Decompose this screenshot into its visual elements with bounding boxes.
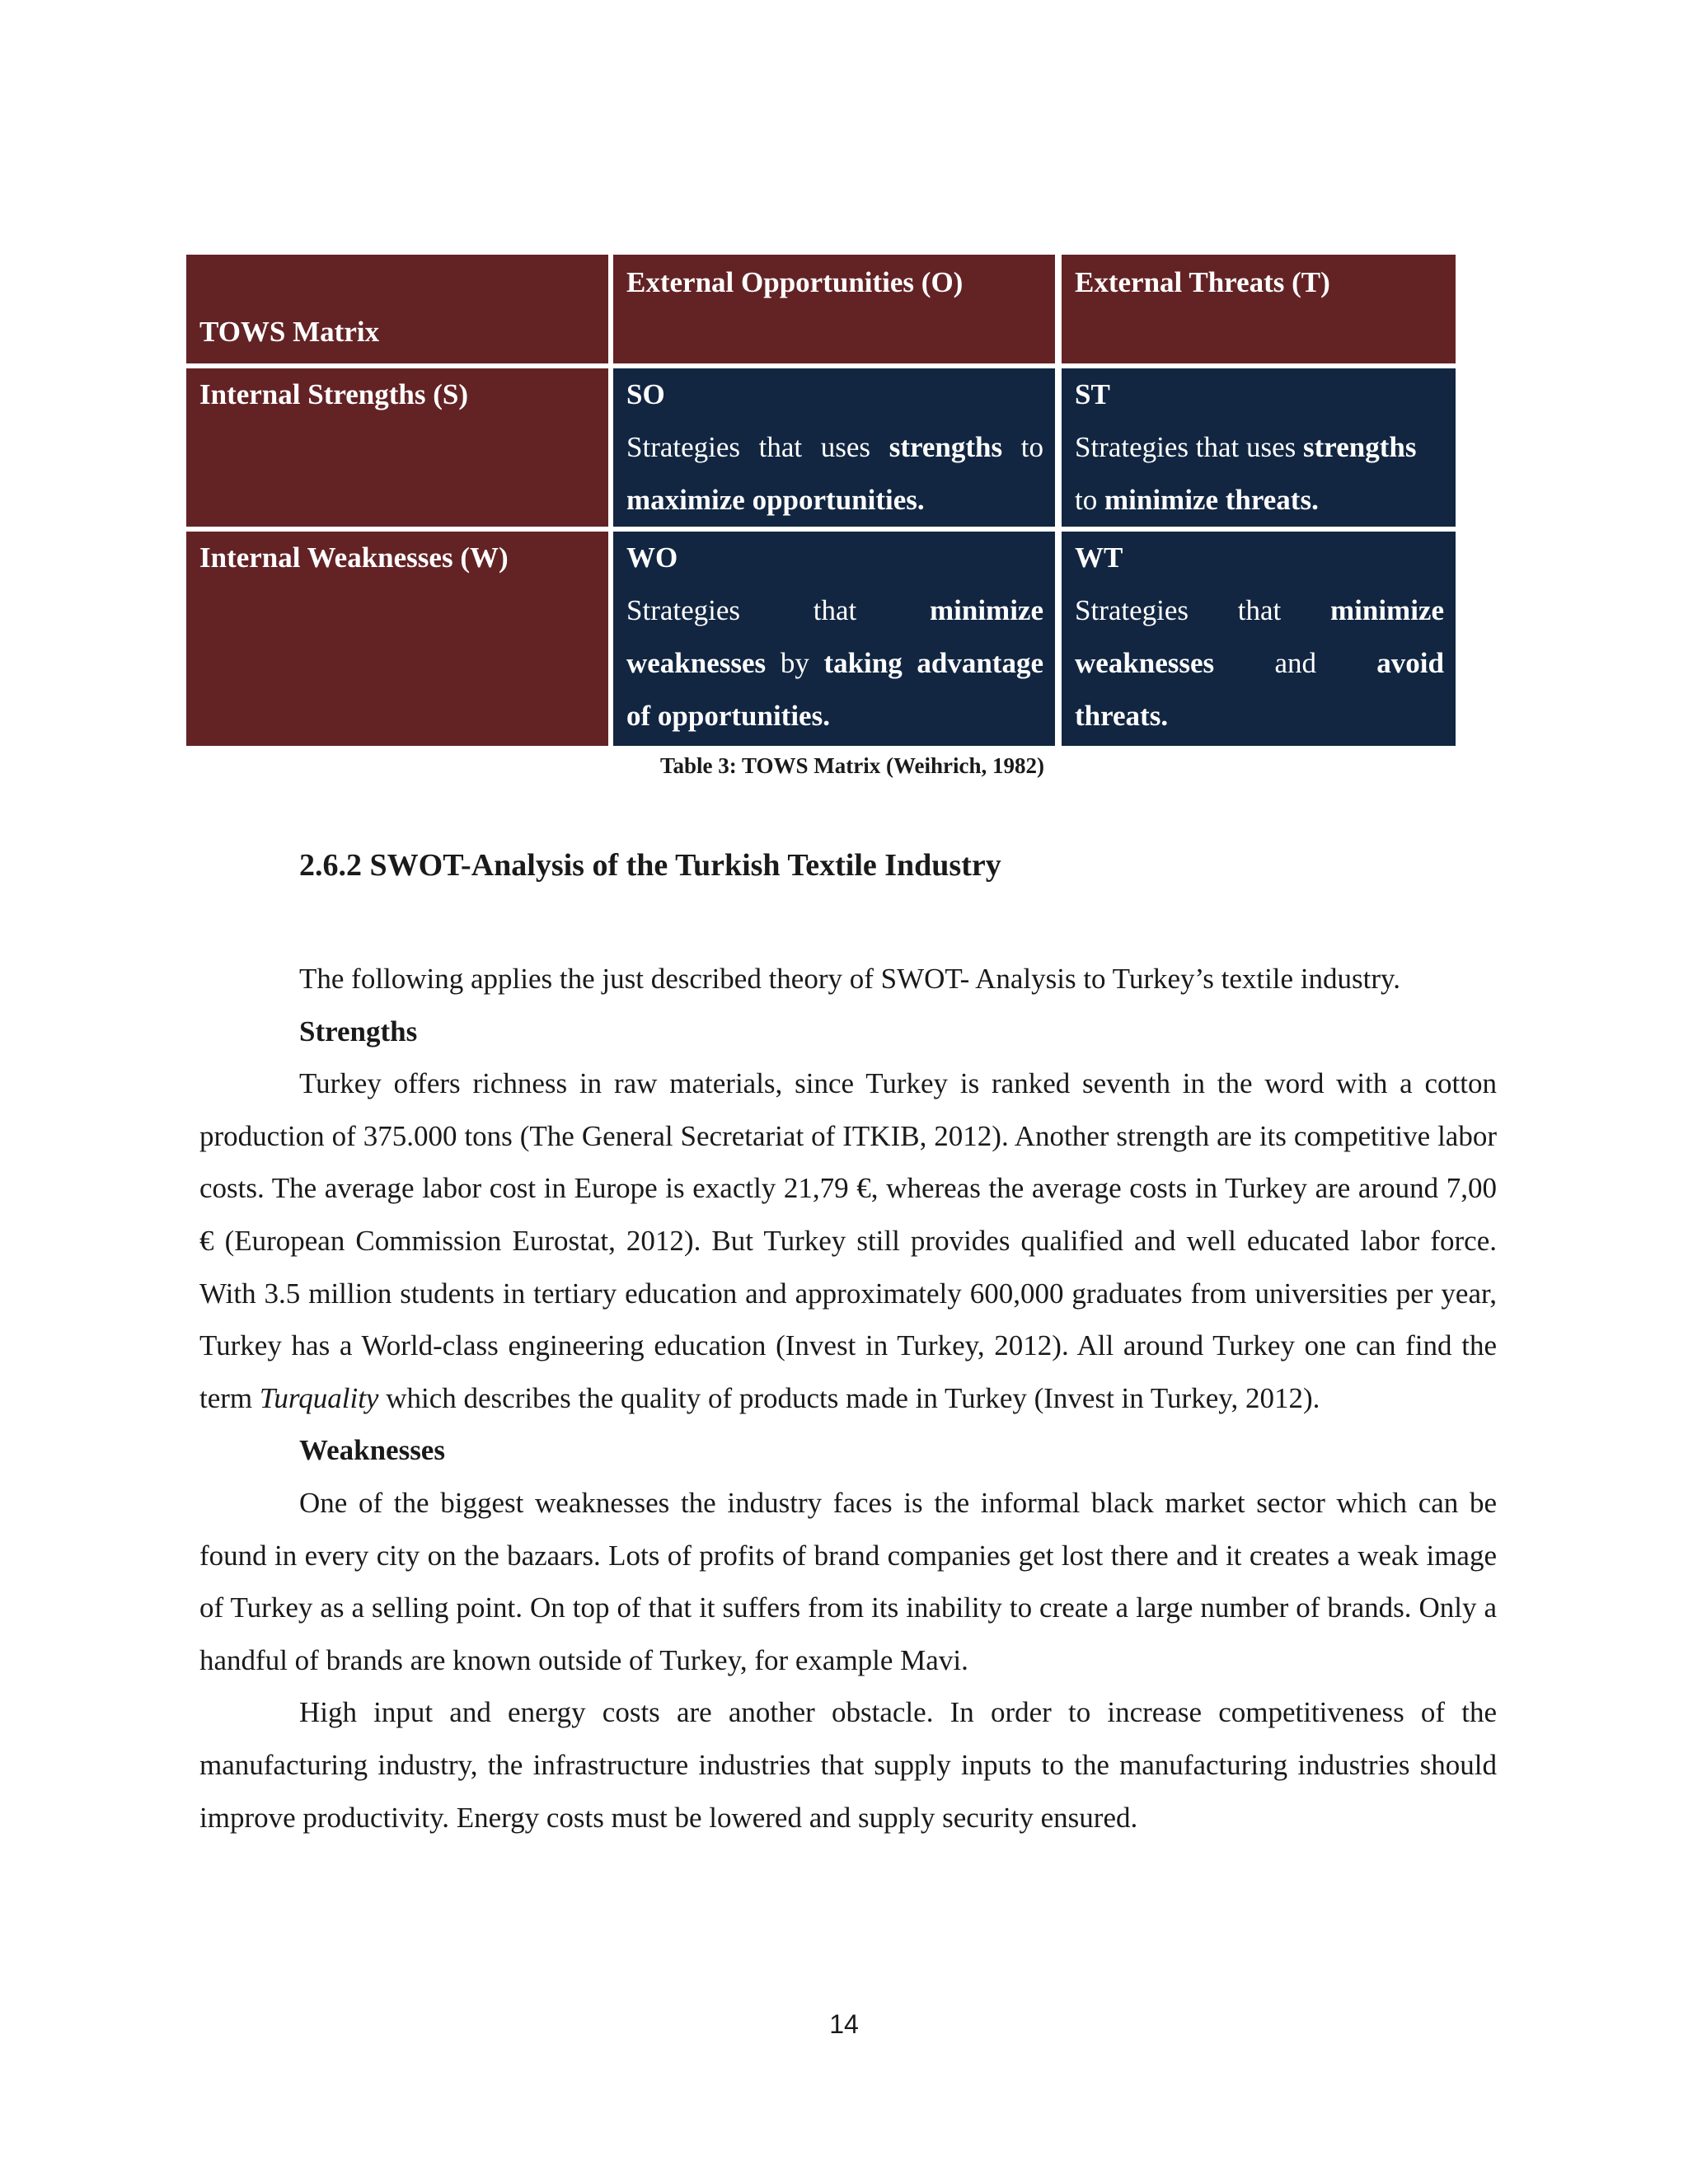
- wt-line-1: Strategies that minimize: [1075, 594, 1445, 626]
- page-number: 14: [829, 2009, 859, 2039]
- weaknesses-paragraph-2: High input and energy costs are another obstacle. In order to increase competitiveness of the manufacturing industry, the infrastructure industries that supply inputs to the manufacturing industries should improve productivity. Energy costs must be lowered and supply security ensured.: [199, 1696, 1497, 1834]
- row-weaknesses-cell: [186, 532, 608, 746]
- header-opportunities-cell: [613, 255, 1055, 363]
- so-line-2: maximize opportunities.: [626, 484, 925, 516]
- strengths-heading: Strengths: [299, 1015, 418, 1047]
- wo-code: WO: [626, 541, 678, 574]
- body-text: [199, 953, 1497, 1844]
- so-cell: [613, 368, 1055, 527]
- st-code: ST: [1075, 378, 1110, 410]
- wo-cell: [613, 532, 1055, 746]
- row-strengths-label: Internal Strengths (S): [199, 378, 469, 410]
- weaknesses-paragraph-1: One of the biggest weaknesses the industry faces is the informal black market sector which can be found in every city on the bazaars. Lots of profits of brand companies get lost there and it creates a weak image of Turkey as a selling point. On top of that it suffers from its inability to create a large number of brands. Only a handful of brands are known outside of Turkey, for example Mavi.: [199, 1486, 1497, 1676]
- wt-line-2: weaknesses and avoid: [1075, 647, 1444, 679]
- header-opportunities-label: External Opportunities (O): [626, 266, 964, 298]
- table-caption: Table 3: TOWS Matrix (Weihrich, 1982): [659, 753, 1044, 778]
- weaknesses-heading: Weaknesses: [299, 1434, 445, 1467]
- so-code: SO: [626, 378, 665, 410]
- tows-matrix-table: [186, 255, 1456, 746]
- wt-line-3: threats.: [1075, 700, 1169, 732]
- st-cell: [1062, 368, 1456, 527]
- wo-line-3: of opportunities.: [626, 700, 830, 732]
- wt-code: WT: [1075, 541, 1123, 574]
- row-weaknesses-label: Internal Weaknesses (W): [199, 541, 509, 574]
- intro-paragraph: The following applies the just described theory of SWOT- Analysis to Turkey’s textile industry.: [299, 963, 1401, 995]
- so-line-1: Strategies that uses strengths to: [626, 431, 1043, 463]
- turquality-term: Turquality: [259, 1381, 379, 1414]
- row-strengths-cell: [186, 368, 608, 527]
- table-corner-cell: [186, 255, 608, 363]
- st-line-2: to minimize threats.: [1075, 484, 1319, 516]
- strengths-paragraph: Turkey offers richness in raw materials, since Turkey is ranked seventh in the word with a cotton production of 375.000 tons (The General Secretariat of ITKIB, 2012). Another strength are its competitive labor costs. The average labor cost in Europe is exactly 21,79 €, whereas the average costs in Turkey are around 7,00 € (European Commission Eurostat, 2012). But Turkey still provides qualified and well educated labor force. With 3.5 million students in tertiary education and approximately 600,000 graduates from universities per year, Turkey has a World-class engineering education (Invest in Turkey, 2012). All around Turkey one can find the term Turquality which describes the quality of products made in Turkey (Invest in Turkey, 2012).: [199, 1067, 1497, 1414]
- wo-line-2: weaknesses by taking advantage: [626, 647, 1043, 679]
- header-threats-label: External Threats (T): [1075, 266, 1330, 298]
- wo-line-1: Strategies that minimize: [626, 594, 1044, 626]
- header-threats-cell: [1062, 255, 1456, 363]
- section-title: 2.6.2 SWOT-Analysis of the Turkish Textile Industry: [299, 848, 1001, 883]
- table-corner-label: TOWS Matrix: [199, 316, 380, 348]
- wt-cell: [1062, 532, 1456, 746]
- st-line-1: Strategies that uses strengths: [1075, 431, 1417, 463]
